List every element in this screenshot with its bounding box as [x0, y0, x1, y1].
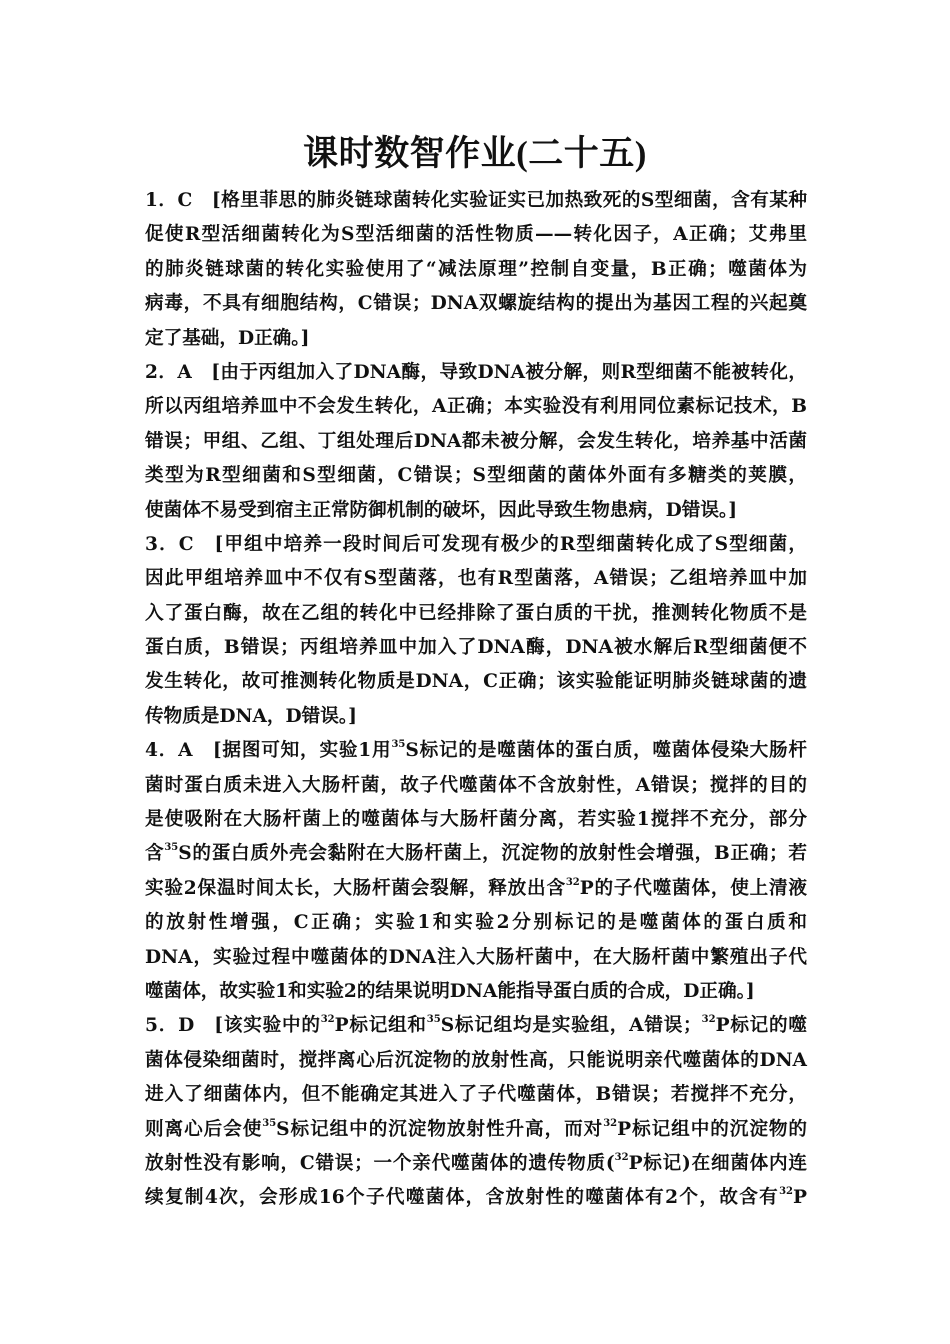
text-line: DNA，实验过程中噬菌体的DNA注入大肠杆菌中，在大肠杆菌中繁殖出子代	[145, 946, 807, 968]
text-line: 使菌体不易受到宿主正常防御机制的破坏，因此导致生物患病，D错误。]	[145, 499, 738, 521]
text-line: 促使R型活细菌转化为S型活细菌的活性物质——转化因子，A正确；艾弗里	[145, 224, 807, 246]
text-line: 蛋白质，B错误；丙组培养皿中加入了DNA酶，DNA被水解后R型细菌便不	[145, 637, 807, 659]
text-line: 菌时蛋白质未进入大肠杆菌，故子代噬菌体不含放射性，A错误；搅拌的目的	[145, 774, 807, 796]
isotope-superscript: 32	[779, 1186, 794, 1198]
text-line: 是使吸附在大肠杆菌上的噬菌体与大肠杆菌分离，若实验1搅拌不充分，部分	[145, 809, 807, 831]
text-line: 1．C [格里菲思的肺炎链球菌转化实验证实已加热致死的S型细菌，含有某种	[145, 190, 807, 211]
text-line: 续复制4次，会形成16个子代噬菌体，含放射性的噬菌体有2个，故含有$^{32}$P	[145, 1186, 807, 1209]
isotope-superscript: 32	[320, 1014, 335, 1026]
answer-paragraph-2	[145, 356, 807, 528]
isotope-superscript: 32	[614, 1151, 629, 1163]
text-line: 5．D [该实验中的$^{32}$P标记组和$^{35}$S标记组均是实验组，A错误；$^{32}$P标记的噬	[145, 1014, 807, 1037]
text-line: 病毒，不具有细胞结构，C错误；DNA双螺旋结构的提出为基因工程的兴起奠	[145, 293, 807, 315]
text-line: 所以丙组培养皿中不会发生转化，A正确；本实验没有利用同位素标记技术，B	[145, 396, 807, 418]
answer-paragraph-1	[145, 184, 807, 356]
text-line: 2．A [由于丙组加入了DNA酶，导致DNA被分解，则R型细菌不能被转化，	[145, 361, 807, 383]
text-line: 发生转化，故可推测转化物质是DNA，C正确；该实验能证明肺炎链球菌的遗	[145, 671, 807, 693]
isotope-superscript: 32	[603, 1117, 618, 1129]
answer-paragraph-5	[145, 1009, 807, 1215]
text-line: 类型为R型细菌和S型细菌，C错误；S型细菌的菌体外面有多糖类的荚膜，	[145, 465, 807, 487]
text-line: 错误；甲组、乙组、丁组处理后DNA都未被分解，会发生转化，培养基中活菌	[145, 430, 807, 452]
text-line: 3．C [甲组中培养一段时间后可发现有极少的R型细菌转化成了S型细菌，	[145, 533, 807, 555]
answer-paragraph-4	[145, 734, 807, 1009]
text-line: 菌体侵染细菌时，搅拌离心后沉淀物的放射性高，只能说明亲代噬菌体的DNA	[145, 1049, 807, 1071]
answer-body	[145, 184, 807, 1216]
isotope-superscript: 32	[565, 876, 580, 888]
isotope-superscript: 32	[701, 1014, 716, 1026]
text-line: 实验2保温时间太长，大肠杆菌会裂解，释放出含$^{32}$P的子代噬菌体，使上清液	[145, 876, 807, 899]
text-line: 则离心后会使$^{35}$S标记组中的沉淀物放射性升高，而对$^{32}$P标记组中的沉淀物的	[145, 1117, 807, 1140]
isotope-superscript: 35	[426, 1014, 441, 1026]
text-line: 因此甲组培养皿中不仅有S型菌落，也有R型菌落，A错误；乙组培养皿中加	[145, 568, 807, 590]
text-line: 的肺炎链球菌的转化实验使用了“减法原理”控制自变量，B正确；噬菌体为	[145, 258, 807, 280]
text-line: 进入了细菌体内，但不能确定其进入了子代噬菌体，B错误；若搅拌不充分，	[145, 1084, 807, 1106]
answer-paragraph-3	[145, 528, 807, 734]
text-line: 4．A [据图可知，实验1用$^{35}$S标记的是噬菌体的蛋白质，噬菌体侵染大肠杆	[145, 739, 807, 762]
isotope-superscript: 35	[262, 1117, 277, 1129]
text-line: 传物质是DNA，D错误。]	[145, 705, 357, 727]
text-line: 入了蛋白酶，故在乙组的转化中已经排除了蛋白质的干扰，推测转化物质不是	[145, 602, 807, 624]
text-line: 定了基础，D正确。]	[145, 327, 310, 349]
page-title: 课时数智作业(二十五)	[303, 134, 647, 173]
text-line: 噬菌体，故实验1和实验2的结果说明DNA能指导蛋白质的合成，D正确。]	[145, 980, 755, 1002]
text-line: 的放射性增强，C正确；实验1和实验2分别标记的是噬菌体的蛋白质和	[145, 912, 807, 934]
isotope-superscript: 35	[391, 739, 406, 751]
text-line: 放射性没有影响，C错误；一个亲代噬菌体的遗传物质($^{32}$P标记)在细菌体内连	[145, 1151, 807, 1174]
isotope-superscript: 35	[164, 842, 179, 854]
text-line: 含$^{35}$S的蛋白质外壳会黏附在大肠杆菌上，沉淀物的放射性会增强，B正确；若	[145, 842, 807, 865]
